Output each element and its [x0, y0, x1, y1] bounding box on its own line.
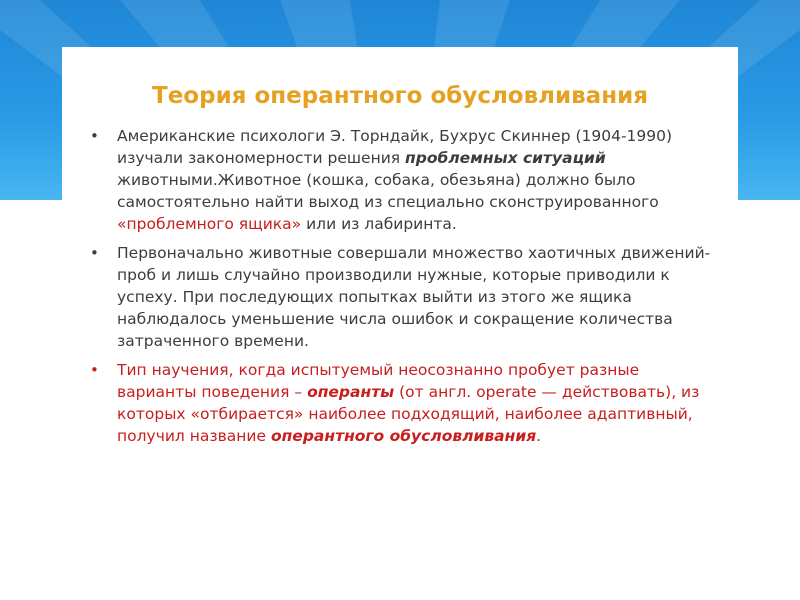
emphasis-term: оперантного обусловливания — [270, 427, 537, 445]
bullet-item — [90, 359, 720, 447]
bullet-item — [90, 242, 720, 352]
bullet-dot-icon: • — [90, 127, 99, 145]
bullet-dot-icon: • — [90, 361, 99, 379]
bullet-dot-icon: • — [90, 244, 99, 262]
content-card — [62, 47, 738, 587]
bullet-text: (от англ. operate — действовать), из которых «отбирается» наиболее подходящий, наиболее адаптивный, получил название — [117, 383, 700, 445]
bullet-text: животными.Животное (кошка, собака, обезьяна) должно было самостоятельно найти выход из специально сконструированного — [117, 171, 659, 211]
emphasis-term: операнты — [307, 383, 395, 401]
bullet-list — [90, 125, 720, 454]
bullet-text: Тип научения, когда испытуемый неосознанно пробует разные варианты поведения – — [117, 361, 640, 401]
slide-title: Теория оперантного обусловливания — [152, 83, 648, 109]
bullet-item — [90, 125, 720, 235]
highlight-term: «проблемного ящика» — [117, 215, 302, 233]
emphasis-term: проблемных ситуаций — [405, 149, 606, 167]
bullet-text: Первоначально животные совершали множество хаотичных движений-проб и лишь случайно производили нужные, которые приводили к успеху. При последующих попытках выйти из этого же ящика наблюдалось уменьшение числа ошибок и сокращение количества затраченного времени. — [117, 244, 711, 350]
bullet-text: Американские психологи Э. Торндайк, Бухрус Скиннер (1904-1990) изучали закономерности решения — [117, 127, 673, 167]
bullet-text: или из лабиринта. — [301, 215, 457, 233]
bullet-text: . — [536, 427, 542, 445]
